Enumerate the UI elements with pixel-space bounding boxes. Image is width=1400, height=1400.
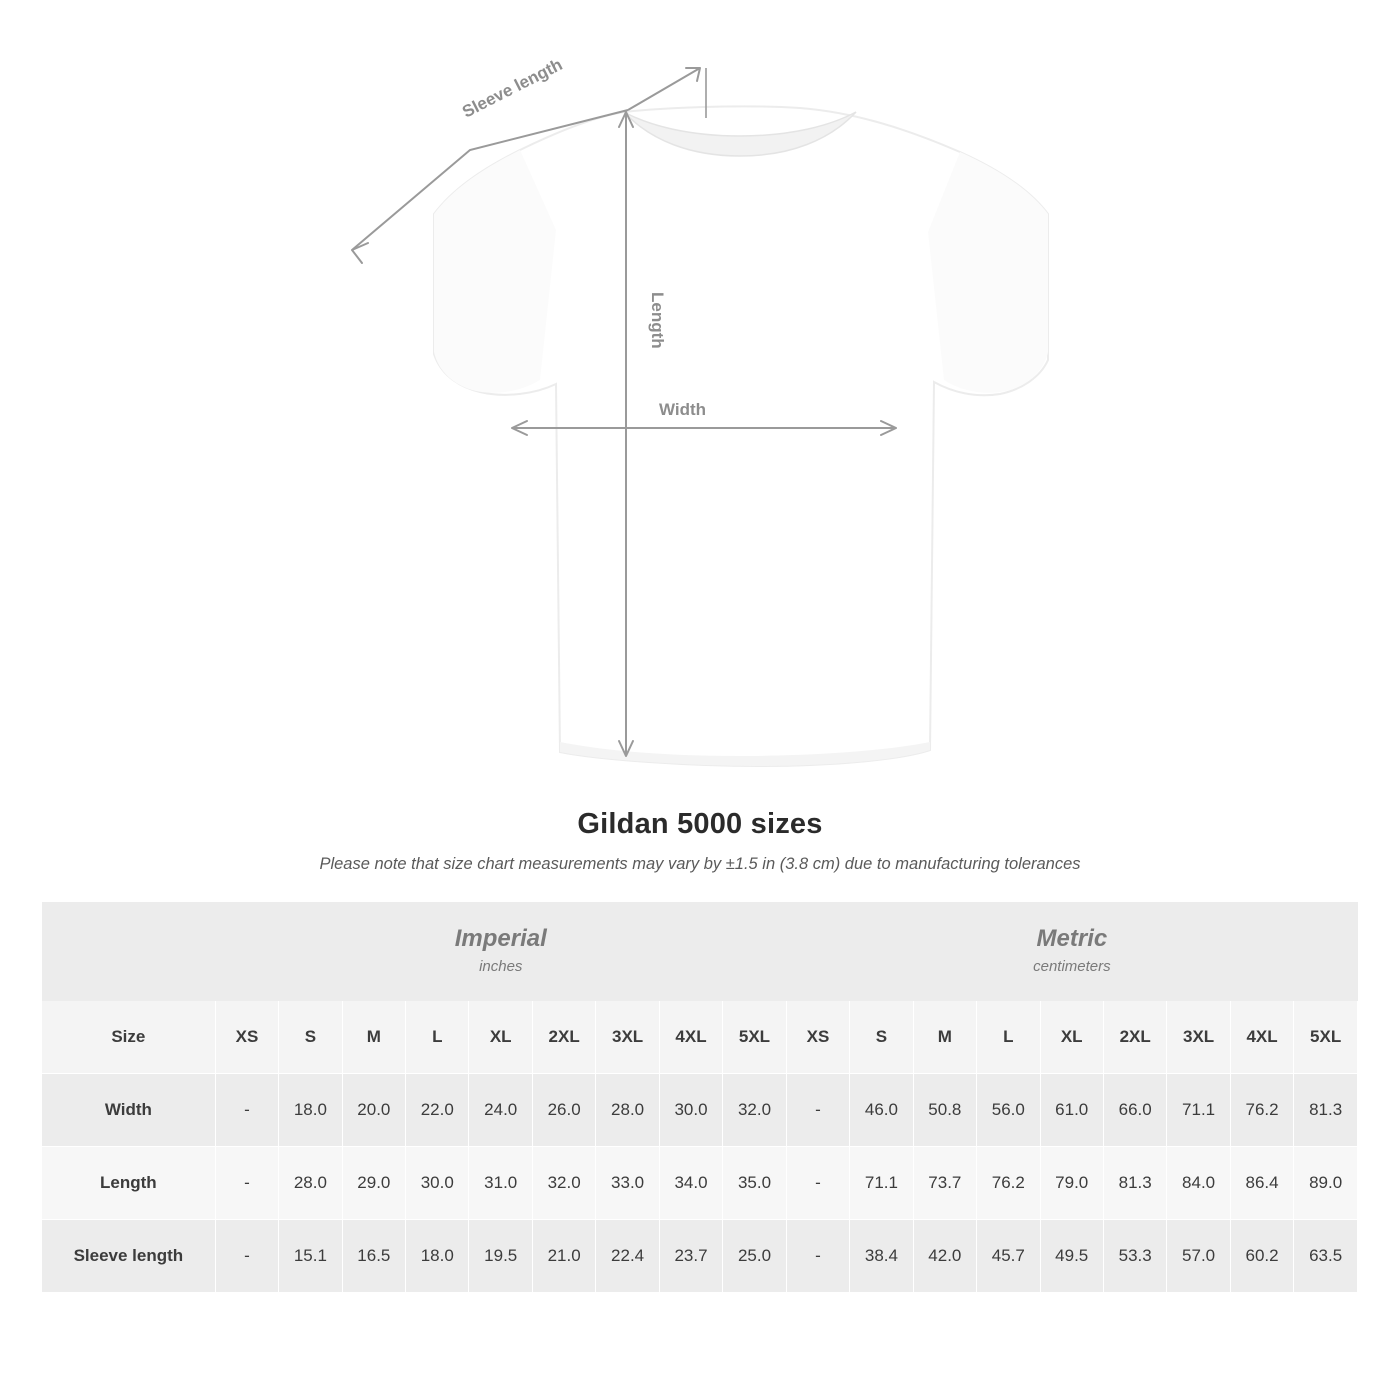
column-header-size: Size — [42, 1001, 215, 1074]
cell-length-l-in: 30.0 — [406, 1147, 469, 1220]
column-header-imperial-xl: XL — [469, 1001, 532, 1074]
column-header-metric-l: L — [977, 1001, 1040, 1074]
unit-group-subtitle: centimeters — [1033, 958, 1111, 975]
unit-group-name: Metric — [1036, 925, 1108, 952]
column-header-metric-xl: XL — [1040, 1001, 1103, 1074]
cell-width-4xl-in: 30.0 — [659, 1074, 722, 1147]
cell-length-xs-cm: - — [786, 1147, 849, 1220]
heading-block — [0, 808, 1400, 874]
cell-length-xs-in: - — [215, 1147, 278, 1220]
column-header-imperial-s: S — [279, 1001, 342, 1074]
column-header-imperial-5xl: 5XL — [723, 1001, 787, 1074]
cell-sleeve-length-xs-in: - — [215, 1220, 278, 1293]
cell-width-xs-cm: - — [786, 1074, 849, 1147]
column-header-imperial-l: L — [406, 1001, 469, 1074]
tolerance-note: Please note that size chart measurements may vary by ±1.5 in (3.8 cm) due to manufacturing tolerances — [319, 855, 1081, 873]
column-header-metric-4xl: 4XL — [1230, 1001, 1293, 1074]
cell-sleeve-length-xl-in: 19.5 — [469, 1220, 532, 1293]
column-header-metric-xs: XS — [786, 1001, 849, 1074]
column-header-imperial-2xl: 2XL — [532, 1001, 595, 1074]
cell-sleeve-length-2xl-cm: 53.3 — [1103, 1220, 1166, 1293]
column-header-metric-2xl: 2XL — [1103, 1001, 1166, 1074]
cell-width-2xl-cm: 66.0 — [1103, 1074, 1166, 1147]
cell-sleeve-length-m-in: 16.5 — [342, 1220, 405, 1293]
cell-width-l-in: 22.0 — [406, 1074, 469, 1147]
cell-sleeve-length-xs-cm: - — [786, 1220, 849, 1293]
width-label: Width — [659, 400, 707, 419]
cell-width-2xl-in: 26.0 — [532, 1074, 595, 1147]
cell-sleeve-length-l-cm: 45.7 — [977, 1220, 1040, 1293]
length-label: Length — [648, 292, 667, 349]
cell-width-m-cm: 50.8 — [913, 1074, 976, 1147]
row-header-width: Width — [42, 1074, 215, 1147]
unit-group-row — [42, 902, 1358, 1001]
cell-sleeve-length-4xl-in: 23.7 — [659, 1220, 722, 1293]
cell-width-s-in: 18.0 — [279, 1074, 342, 1147]
tshirt-shape — [434, 106, 1048, 766]
cell-sleeve-length-xl-cm: 49.5 — [1040, 1220, 1103, 1293]
cell-length-xl-in: 31.0 — [469, 1147, 532, 1220]
row-header-sleeve-length: Sleeve length — [42, 1220, 215, 1293]
column-header-imperial-xs: XS — [215, 1001, 278, 1074]
cell-length-xl-cm: 79.0 — [1040, 1147, 1103, 1220]
cell-length-5xl-cm: 89.0 — [1294, 1147, 1358, 1220]
column-header-imperial-3xl: 3XL — [596, 1001, 659, 1074]
cell-sleeve-length-l-in: 18.0 — [406, 1220, 469, 1293]
column-header-metric-s: S — [850, 1001, 913, 1074]
cell-width-5xl-cm: 81.3 — [1294, 1074, 1358, 1147]
table-row — [42, 1147, 1358, 1220]
column-header-imperial-4xl: 4XL — [659, 1001, 722, 1074]
unit-row-spacer — [42, 902, 215, 1001]
cell-width-3xl-cm: 71.1 — [1167, 1074, 1230, 1147]
cell-sleeve-length-3xl-cm: 57.0 — [1167, 1220, 1230, 1293]
page-title: Gildan 5000 sizes — [577, 808, 823, 840]
cell-sleeve-length-m-cm: 42.0 — [913, 1220, 976, 1293]
table-row — [42, 1220, 1358, 1293]
cell-length-m-cm: 73.7 — [913, 1147, 976, 1220]
cell-width-xl-in: 24.0 — [469, 1074, 532, 1147]
unit-group-name: Imperial — [454, 925, 547, 952]
cell-sleeve-length-4xl-cm: 60.2 — [1230, 1220, 1293, 1293]
cell-length-s-cm: 71.1 — [850, 1147, 913, 1220]
cell-sleeve-length-2xl-in: 21.0 — [532, 1220, 595, 1293]
sleeve-length-label: Sleeve length — [459, 54, 566, 122]
unit-group-metric — [786, 902, 1357, 1001]
cell-width-3xl-in: 28.0 — [596, 1074, 659, 1147]
cell-length-2xl-cm: 81.3 — [1103, 1147, 1166, 1220]
cell-length-2xl-in: 32.0 — [532, 1147, 595, 1220]
cell-sleeve-length-5xl-in: 25.0 — [723, 1220, 787, 1293]
cell-sleeve-length-s-cm: 38.4 — [850, 1220, 913, 1293]
cell-length-s-in: 28.0 — [279, 1147, 342, 1220]
cell-width-xl-cm: 61.0 — [1040, 1074, 1103, 1147]
cell-width-4xl-cm: 76.2 — [1230, 1074, 1293, 1147]
size-chart-table-wrapper — [42, 902, 1358, 1293]
table-row — [42, 1074, 1358, 1147]
column-header-metric-m: M — [913, 1001, 976, 1074]
cell-sleeve-length-3xl-in: 22.4 — [596, 1220, 659, 1293]
cell-length-5xl-in: 35.0 — [723, 1147, 787, 1220]
cell-sleeve-length-s-in: 15.1 — [279, 1220, 342, 1293]
cell-length-4xl-cm: 86.4 — [1230, 1147, 1293, 1220]
cell-width-s-cm: 46.0 — [850, 1074, 913, 1147]
column-header-metric-5xl: 5XL — [1294, 1001, 1358, 1074]
cell-length-3xl-cm: 84.0 — [1167, 1147, 1230, 1220]
column-header-imperial-m: M — [342, 1001, 405, 1074]
cell-length-l-cm: 76.2 — [977, 1147, 1040, 1220]
cell-width-l-cm: 56.0 — [977, 1074, 1040, 1147]
cell-length-4xl-in: 34.0 — [659, 1147, 722, 1220]
cell-sleeve-length-5xl-cm: 63.5 — [1294, 1220, 1358, 1293]
size-chart-table — [42, 902, 1358, 1293]
cell-width-xs-in: - — [215, 1074, 278, 1147]
cell-width-m-in: 20.0 — [342, 1074, 405, 1147]
cell-length-3xl-in: 33.0 — [596, 1147, 659, 1220]
table-header-row — [42, 1001, 1358, 1074]
row-header-length: Length — [42, 1147, 215, 1220]
column-header-metric-3xl: 3XL — [1167, 1001, 1230, 1074]
unit-group-imperial — [215, 902, 786, 1001]
cell-length-m-in: 29.0 — [342, 1147, 405, 1220]
cell-width-5xl-in: 32.0 — [723, 1074, 787, 1147]
unit-group-subtitle: inches — [479, 958, 523, 975]
